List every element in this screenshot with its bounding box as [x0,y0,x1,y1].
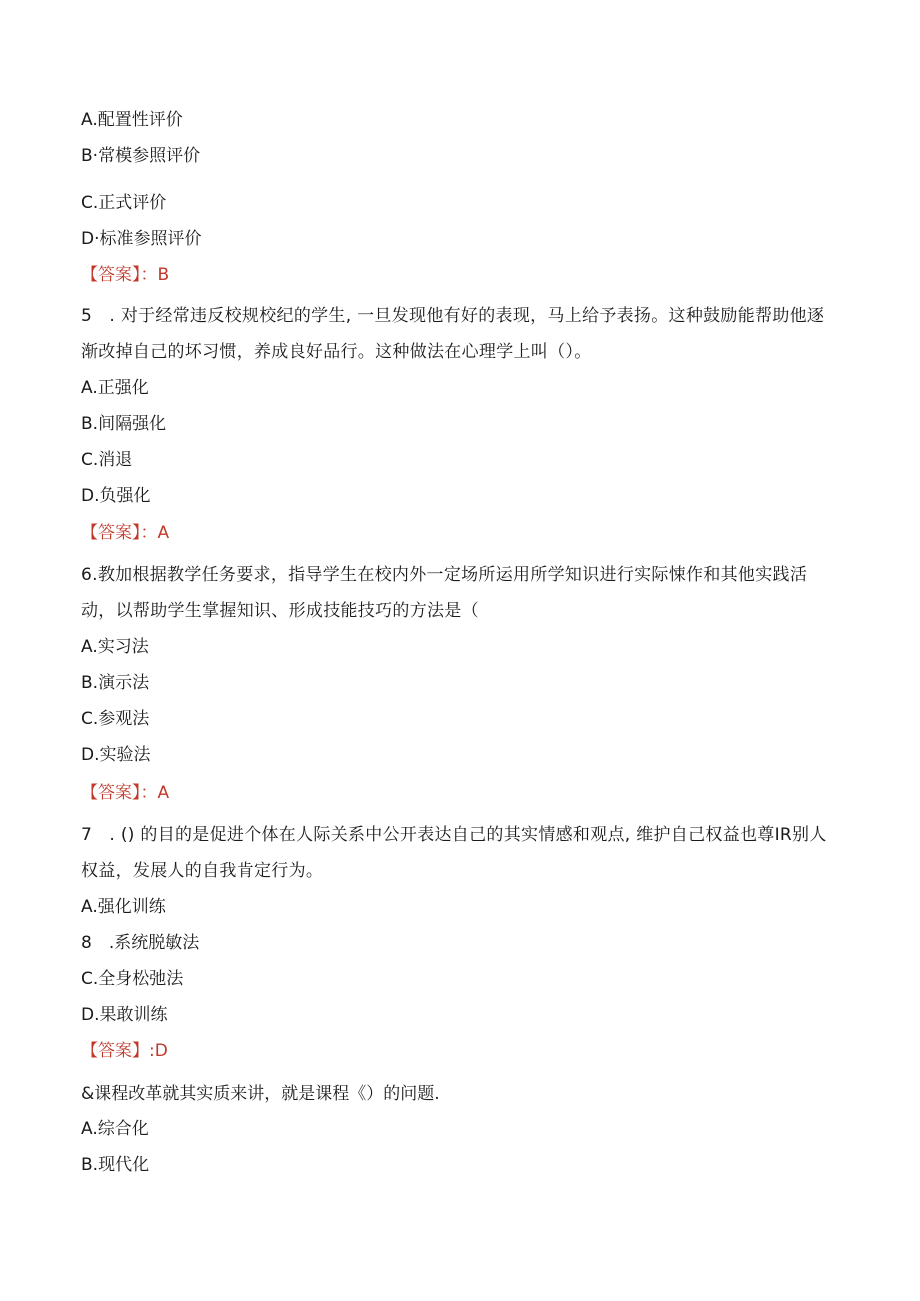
question-8: &课程改革就其实质来讲，就是课程《）的问题. [81,1084,440,1104]
option-d-criterion-referenced-eval: D·标准参照评价 [81,229,202,249]
option-a-positive-reinforcement: A.正强化 [81,378,149,398]
option-a-practice-method: A.实习法 [81,637,149,657]
option-c-visit-method: C.参观法 [81,709,150,729]
question-5: 5 . 对于经常违反校规校纪的学生, 一旦发现他有好的表现，马上给予表扬。这种鼓励能帮助他逐渐改掉自己的坏习惯，养成良好品行。这种做法在心理学上叫（）。 [81,306,825,362]
option-b-demonstration-method: B.演示法 [81,673,150,693]
answer-q5: 【答案】：A [81,523,170,543]
question-6: 6.教加根据教学任务要求，指导学生在校内外一定场所运用所学知识进行实际悚作和其他实践活动，以帮助学生掌握知识、形成技能技巧的方法是（ [81,565,808,621]
option-c-extinction: C.消退 [81,450,133,470]
option-a-integration: A.综合化 [81,1119,149,1139]
answer-q4: 【答案】：B [81,265,170,285]
answer-q6: 【答案】：A [81,783,170,803]
option-b-systematic-desensitization: 8 .系统脱敏法 [81,933,200,953]
option-b-interval-reinforcement: B.间隔强化 [81,414,167,434]
option-d-experiment-method: D.实验法 [81,745,151,765]
option-c-full-body-relaxation: C.全身松弛法 [81,969,184,989]
option-b-modernization: B.现代化 [81,1155,150,1175]
option-d-negative-reinforcement: D.负强化 [81,486,151,506]
option-c-formal-eval: C.正式评价 [81,193,167,213]
answer-q7: 【答案】:D [81,1041,168,1061]
option-d-assertiveness-training: D.果敢训练 [81,1005,168,1025]
option-a-reinforcement-training: A.强化训练 [81,897,166,917]
option-a-configurational-eval: A.配置性评价 [81,110,183,130]
option-b-norm-referenced-eval: B·常模参照评价 [81,146,201,166]
question-7: 7 . () 的目的是促进个体在人际关系中公开表达自己的其实情感和观点, 维护自己权益也尊IR别人权益，发展人的自我肯定行为。 [81,825,827,881]
